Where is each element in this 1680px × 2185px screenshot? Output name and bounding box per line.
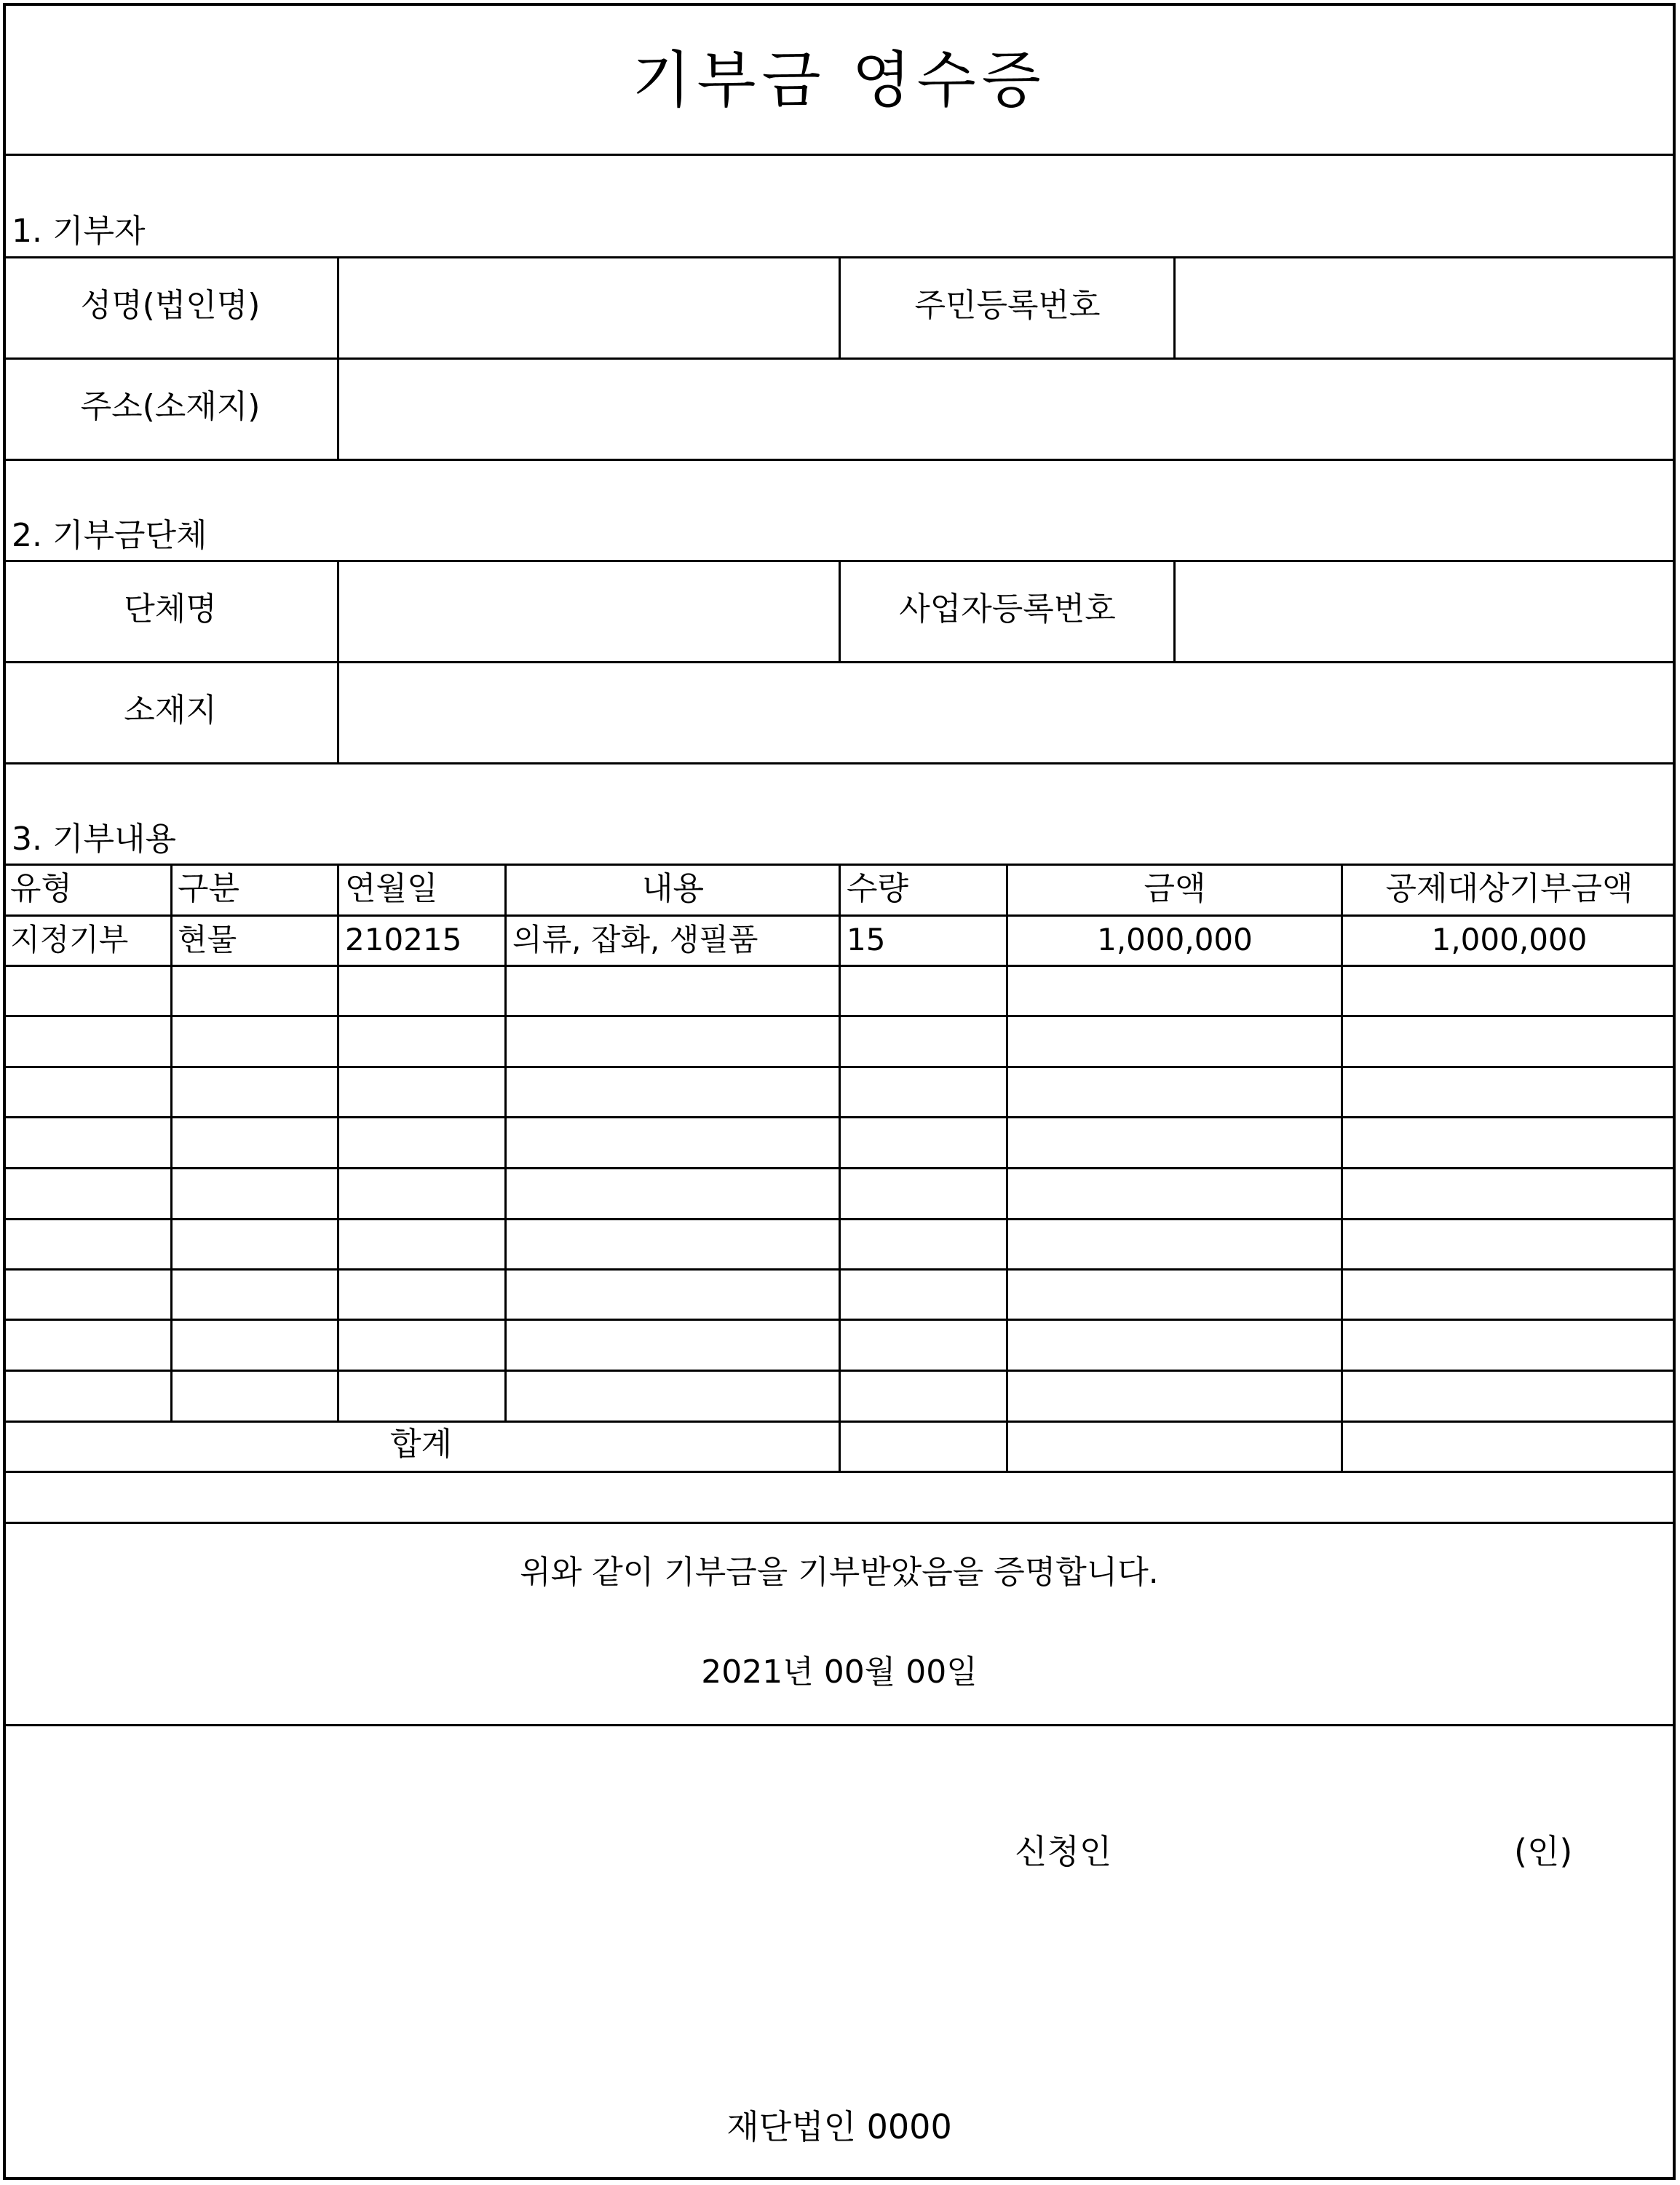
column-header-description: 내용 (641, 870, 704, 907)
donor-name-label: 성명(법인명) (80, 287, 261, 324)
organization-bizno-label: 사업자등록번호 (899, 590, 1116, 628)
divider (3, 661, 1676, 663)
divider (3, 459, 1676, 461)
table-cell-deductible-amount: 1,000,000 (1431, 922, 1588, 957)
donor-section-heading: 1. 기부자 (12, 213, 146, 250)
column-header-quantity: 수량 (847, 870, 909, 907)
table-cell-quantity: 15 (847, 922, 886, 957)
organization-section-heading: 2. 기부금단체 (12, 517, 207, 554)
seal-label: (인) (1514, 1832, 1573, 1871)
column-header-type: 유형 (10, 870, 73, 907)
column-header-category: 구분 (178, 870, 240, 907)
table-cell-amount: 1,000,000 (1097, 922, 1253, 957)
donor-id-label: 주민등록번호 (914, 287, 1101, 324)
divider (337, 256, 339, 459)
table-cell-date: 210215 (345, 922, 462, 957)
divider (3, 357, 1676, 360)
divider (3, 1724, 1676, 1726)
certification-date: 2021년 00월 00일 (701, 1653, 978, 1691)
divider (504, 864, 507, 1421)
divider (170, 864, 173, 1421)
page-title: 기부금 영수증 (632, 44, 1047, 116)
applicant-label: 신청인 (1015, 1832, 1112, 1871)
column-header-amount: 금액 (1144, 870, 1206, 907)
divider (3, 1522, 1676, 1524)
table-cell-category: 현물 (178, 922, 237, 957)
divider (3, 762, 1676, 764)
foundation-name: 재단법인 0000 (726, 2107, 952, 2146)
divider (337, 864, 339, 1421)
total-label: 합계 (389, 1426, 452, 1463)
table-cell-type: 지정기부 (10, 922, 129, 957)
column-header-deductible-amount: 공제대상기부금액 (1385, 870, 1633, 907)
contents-section-heading: 3. 기부내용 (12, 821, 176, 858)
certification-statement: 위와 같이 기부금을 기부받았음을 증명합니다. (520, 1554, 1159, 1591)
organization-name-label: 단체명 (124, 590, 217, 628)
divider (3, 154, 1676, 156)
table-cell-description: 의류, 잡화, 생필품 (512, 922, 758, 957)
divider (839, 864, 841, 1471)
divider (337, 560, 339, 763)
organization-location-label: 소재지 (124, 692, 217, 729)
column-header-date: 연월일 (345, 870, 438, 907)
donor-address-label: 주소(소재지) (80, 388, 261, 425)
